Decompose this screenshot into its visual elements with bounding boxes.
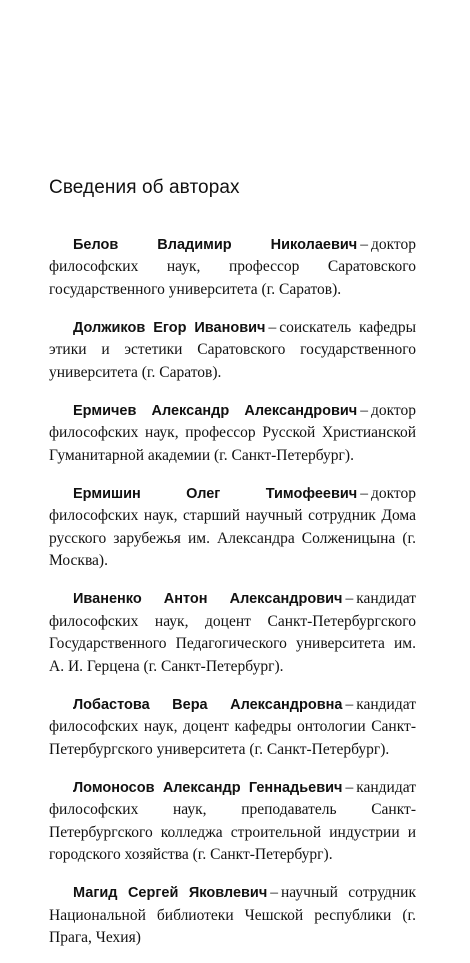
author-description: научный сотрудник Национальной библиотеки Чешской республики (г. Прага, Чехия) bbox=[49, 884, 416, 946]
author-entry: Иваненко Антон Александрович – кандидат философских наук, доцент Санкт-Петербургского Государственного Педагогического университета им. А. И. Герцена (г. Санкт-Петербург). bbox=[49, 590, 416, 675]
author-description: кандидат философских наук, преподаватель Санкт-Петербургского колледжа строительной индустрии и городского хозяйства (г. Санкт-Петербург). bbox=[49, 778, 416, 863]
author-name: Ломоносов Александр Геннадьевич bbox=[73, 779, 343, 796]
author-entry: Должиков Егор Иванович – соискатель кафедры этики и эстетики Саратовского государственного университета (г. Саратов). bbox=[49, 318, 417, 381]
author-description: кандидат философских наук, доцент кафедры онтологии Санкт-Петербургского университета (г. Санкт-Петербург). bbox=[49, 695, 416, 758]
author-list bbox=[49, 218, 416, 963]
author-name: Лобастова Вера Александровна bbox=[73, 696, 343, 713]
author-description: доктор философских наук, профессор Русской Христианской Гуманитарной академии (г. Санкт-Петербург). bbox=[49, 401, 416, 464]
author-entry: Белов Владимир Николаевич – доктор философских наук, профессор Саратовского государственного университета (г. Саратов). bbox=[49, 235, 416, 298]
author-name: Иваненко Антон Александрович bbox=[73, 591, 343, 607]
author-description: кандидат философских наук, доцент Санкт-Петербургского Государственного Педагогического университета им. А. И. Герцена (г. Санкт-Петербург). bbox=[49, 590, 416, 675]
author-description: соискатель кафедры этики и эстетики Саратовского государственного университета (г. Саратов). bbox=[49, 318, 417, 381]
section-heading: Сведения об авторах bbox=[49, 177, 240, 198]
author-description: доктор философских наук, профессор Саратовского государственного университета (г. Саратов). bbox=[49, 235, 416, 298]
author-entry: Магид Сергей Яковлевич – научный сотрудник Национальной библиотеки Чешской республики (г. Прага, Чехия) bbox=[49, 884, 416, 946]
author-name: Магид Сергей Яковлевич bbox=[73, 885, 268, 901]
author-entry: Ломоносов Александр Геннадьевич – кандидат философских наук, преподаватель Санкт-Петербургского колледжа строительной индустрии и городского хозяйства (г. Санкт-Петербург). bbox=[49, 778, 416, 863]
author-entry: Ермичев Александр Александрович – доктор философских наук, профессор Русской Христианской Гуманитарной академии (г. Санкт-Петербург). bbox=[49, 401, 416, 464]
author-name: Белов Владимир Николаевич bbox=[73, 236, 358, 253]
author-name: Ермишин Олег Тимофеевич bbox=[73, 485, 358, 502]
author-name: Должиков Егор Иванович bbox=[73, 319, 266, 336]
author-entry: Ермишин Олег Тимофеевич – доктор философских наук, старший научный сотрудник Дома русского зарубежья им. Александра Солженицына (г. Москва). bbox=[49, 484, 416, 569]
author-description: доктор философских наук, старший научный сотрудник Дома русского зарубежья им. Александра Солженицына (г. Москва). bbox=[49, 484, 416, 569]
author-name: Ермичев Александр Александрович bbox=[73, 402, 358, 419]
author-entry: Лобастова Вера Александровна – кандидат философских наук, доцент кафедры онтологии Санкт-Петербургского университета (г. Санкт-Петербург). bbox=[49, 695, 416, 758]
